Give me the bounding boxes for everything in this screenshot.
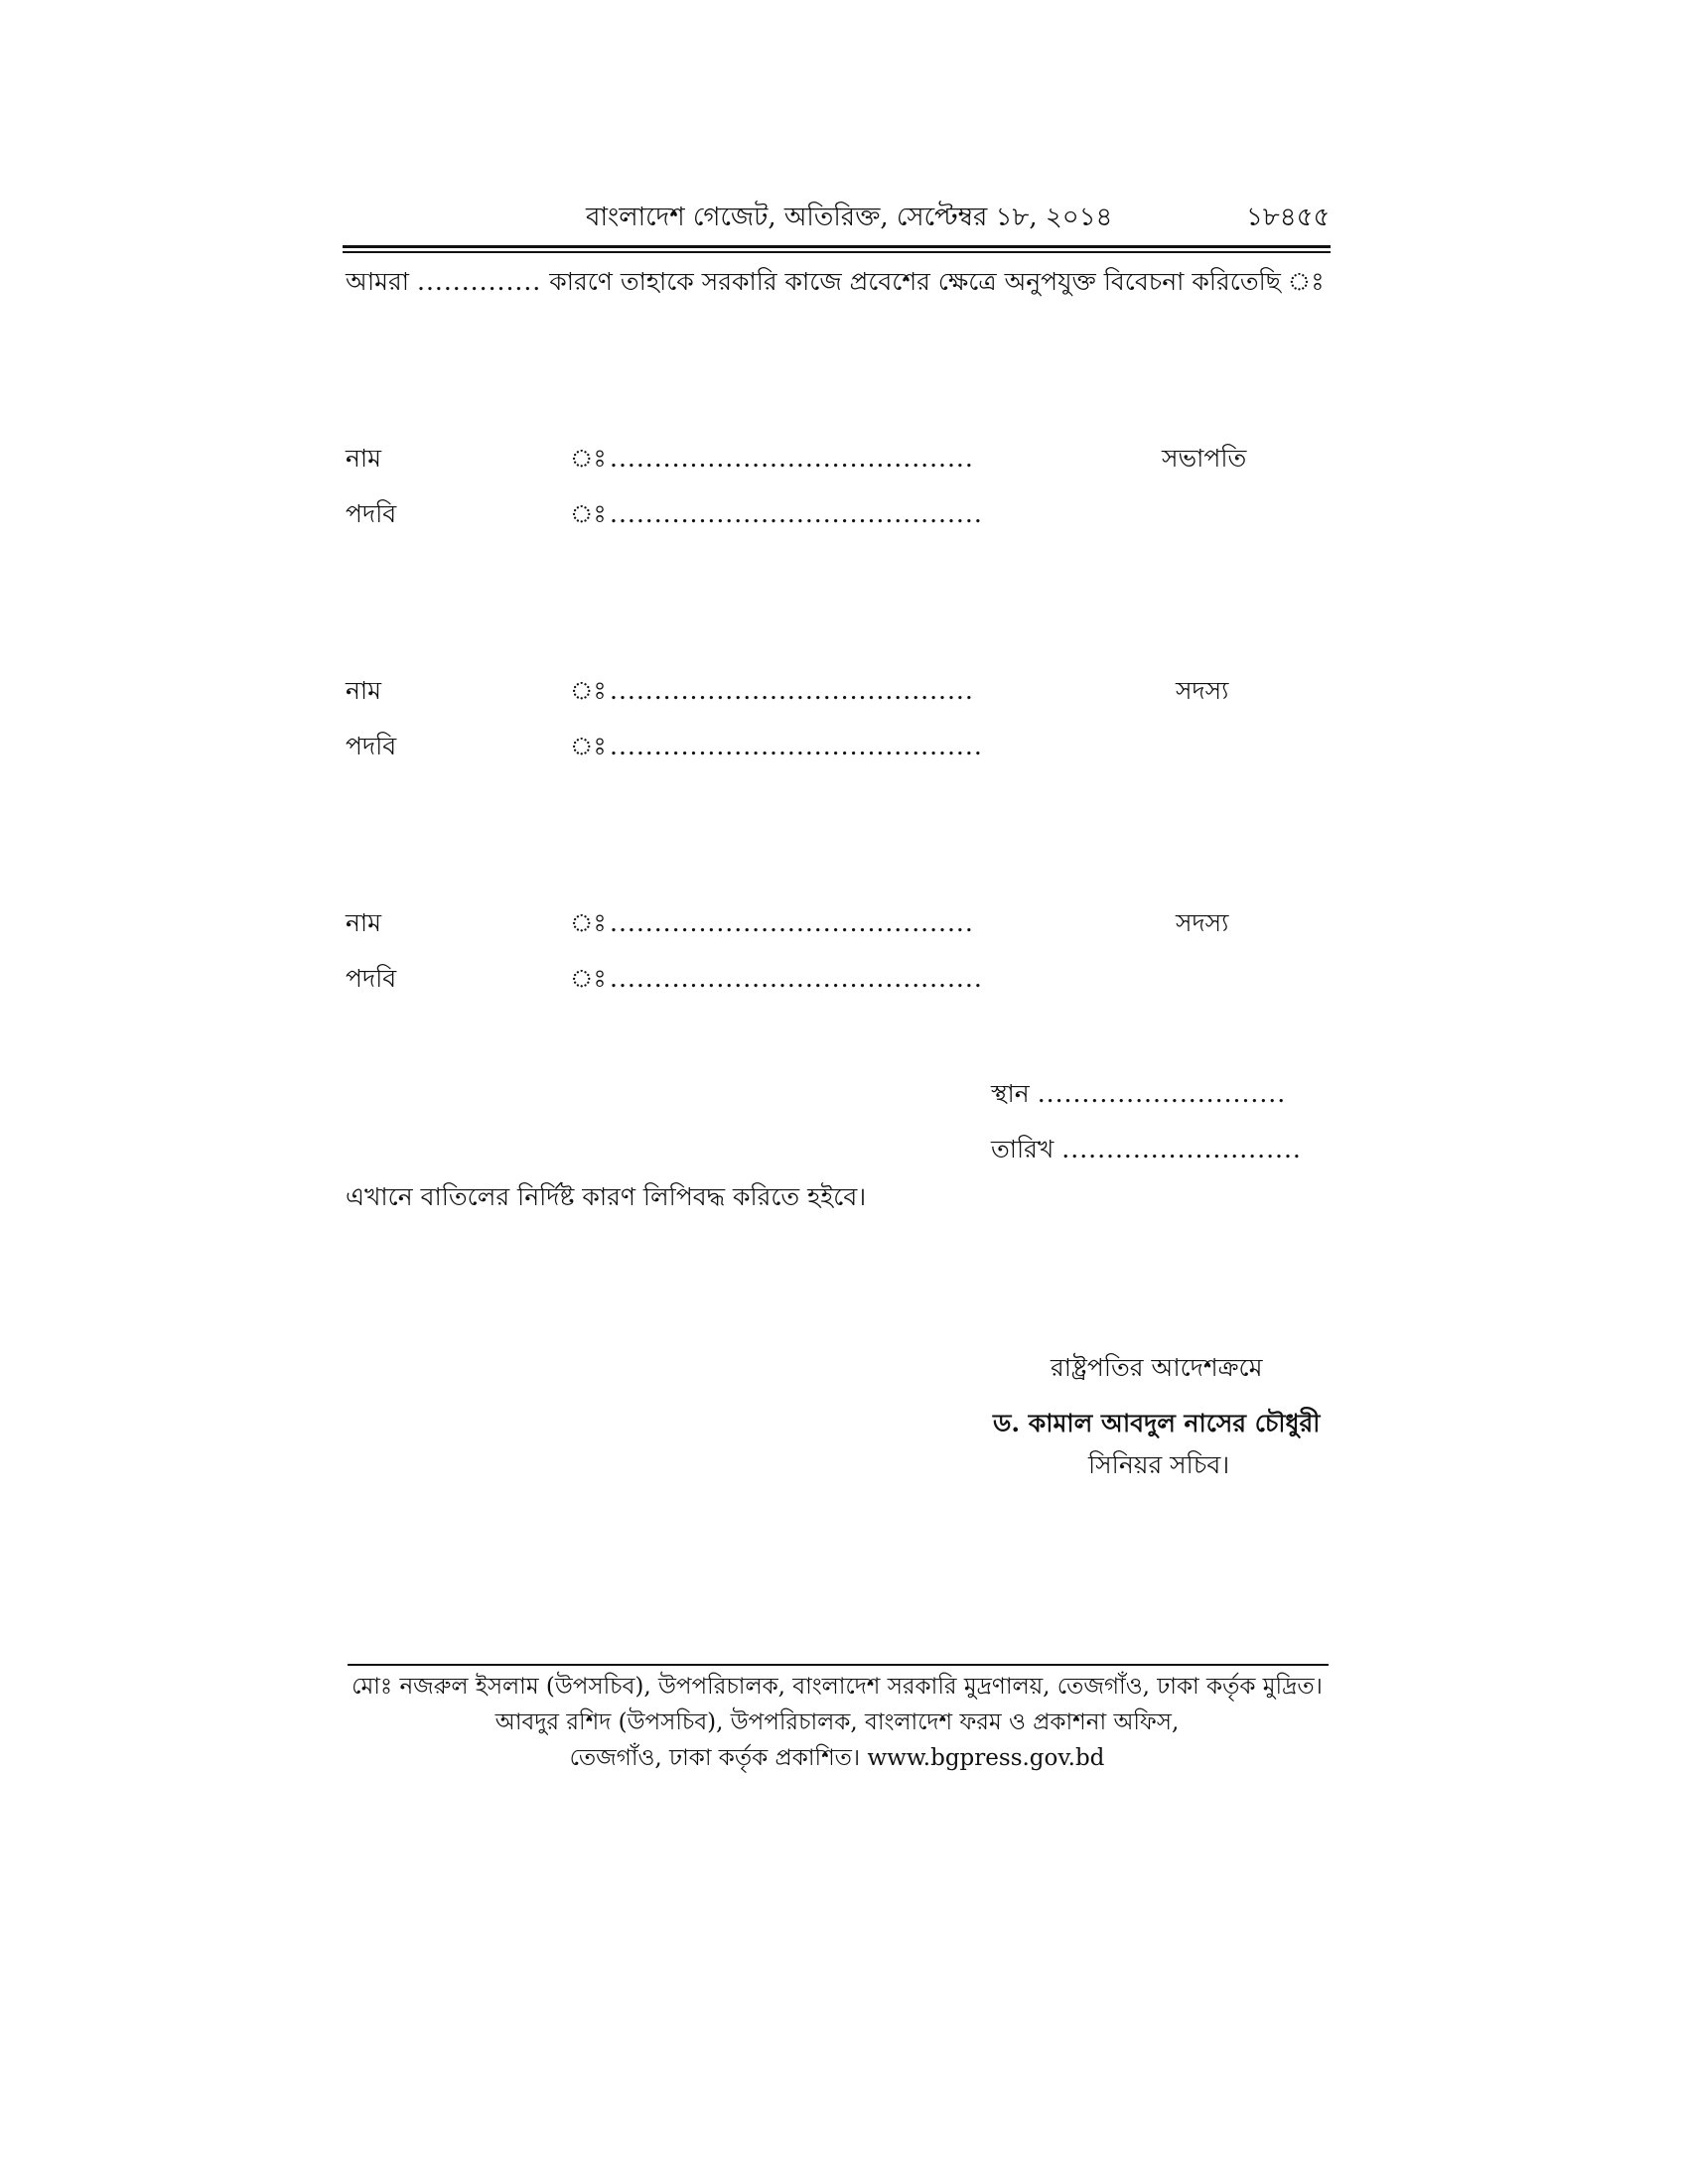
name-blank: .........................................: [610, 908, 974, 937]
footer-line-1: মোঃ নজরুল ইসলাম (উপসচিব), উপপরিচালক, বাংলাদেশ সরকারি মুদ্রণালয়, তেজগাঁও, ঢাকা কর্তৃক মুদ্রিত।: [352, 1674, 1323, 1700]
header-rule-top: [343, 245, 1331, 248]
name-colon: ঃ: [570, 676, 607, 705]
name-blank: .........................................: [610, 444, 974, 473]
name-colon: ঃ: [570, 444, 607, 473]
intro-blank: ..............: [417, 267, 542, 296]
designation-label: পদবি: [346, 732, 397, 760]
designation-blank: ..........................................: [610, 732, 983, 760]
intro-text: কারণে তাহাকে সরকারি কাজে প্রবেশের ক্ষেত্রে অনুপযুক্ত বিবেচনা করিতেছি ঃ: [549, 267, 1325, 296]
place-label: স্থান: [991, 1079, 1030, 1108]
intro-prefix: আমরা: [346, 267, 410, 296]
place-blank: ............................: [1037, 1079, 1287, 1108]
signer-name: ড. কামাল আবদুল নাসের চৌধুরী: [993, 1409, 1321, 1437]
role-label: সদস্য: [1176, 908, 1229, 937]
name-label: নাম: [346, 908, 382, 937]
place-line: [991, 1078, 1286, 1110]
designation-colon: ঃ: [570, 732, 607, 760]
signer-title: সিনিয়র সচিব।: [1088, 1450, 1230, 1479]
designation-label: পদবি: [346, 499, 397, 528]
cancellation-note: এখানে বাতিলের নির্দিষ্ট কারণ লিপিবদ্ধ করিতে হইবে।: [346, 1182, 867, 1211]
gazette-header-title: বাংলাদেশ গেজেট, অতিরিক্ত, সেপ্টেম্বর ১৮, ২০১৪: [586, 203, 1113, 232]
date-line: [991, 1134, 1302, 1165]
header-rule-bottom: [343, 251, 1331, 253]
designation-blank: ..........................................: [610, 499, 983, 528]
role-label: সভাপতি: [1162, 444, 1247, 473]
role-label: সদস্য: [1176, 676, 1229, 705]
designation-colon: ঃ: [570, 499, 607, 528]
date-label: তারিখ: [991, 1135, 1055, 1163]
name-label: নাম: [346, 676, 382, 705]
by-order-text: রাষ্ট্রপতির আদেশক্রমে: [1051, 1353, 1263, 1382]
date-blank: ...........................: [1061, 1135, 1302, 1163]
designation-blank: ..........................................: [610, 964, 983, 993]
name-label: নাম: [346, 444, 382, 473]
designation-colon: ঃ: [570, 964, 607, 993]
intro-line: [346, 266, 1325, 298]
footer-line-3: তেজগাঁও, ঢাকা কর্তৃক প্রকাশিত। www.bgpress.gov.bd: [569, 1745, 1105, 1771]
designation-label: পদবি: [346, 964, 397, 993]
name-colon: ঃ: [570, 908, 607, 937]
page-number: ১৮৪৫৫: [1246, 203, 1331, 232]
footer-rule: [348, 1664, 1329, 1666]
name-blank: .........................................: [610, 676, 974, 705]
footer-line-2: আবদুর রশিদ (উপসচিব), উপপরিচালক, বাংলাদেশ ফরম ও প্রকাশনা অফিস,: [494, 1709, 1180, 1735]
